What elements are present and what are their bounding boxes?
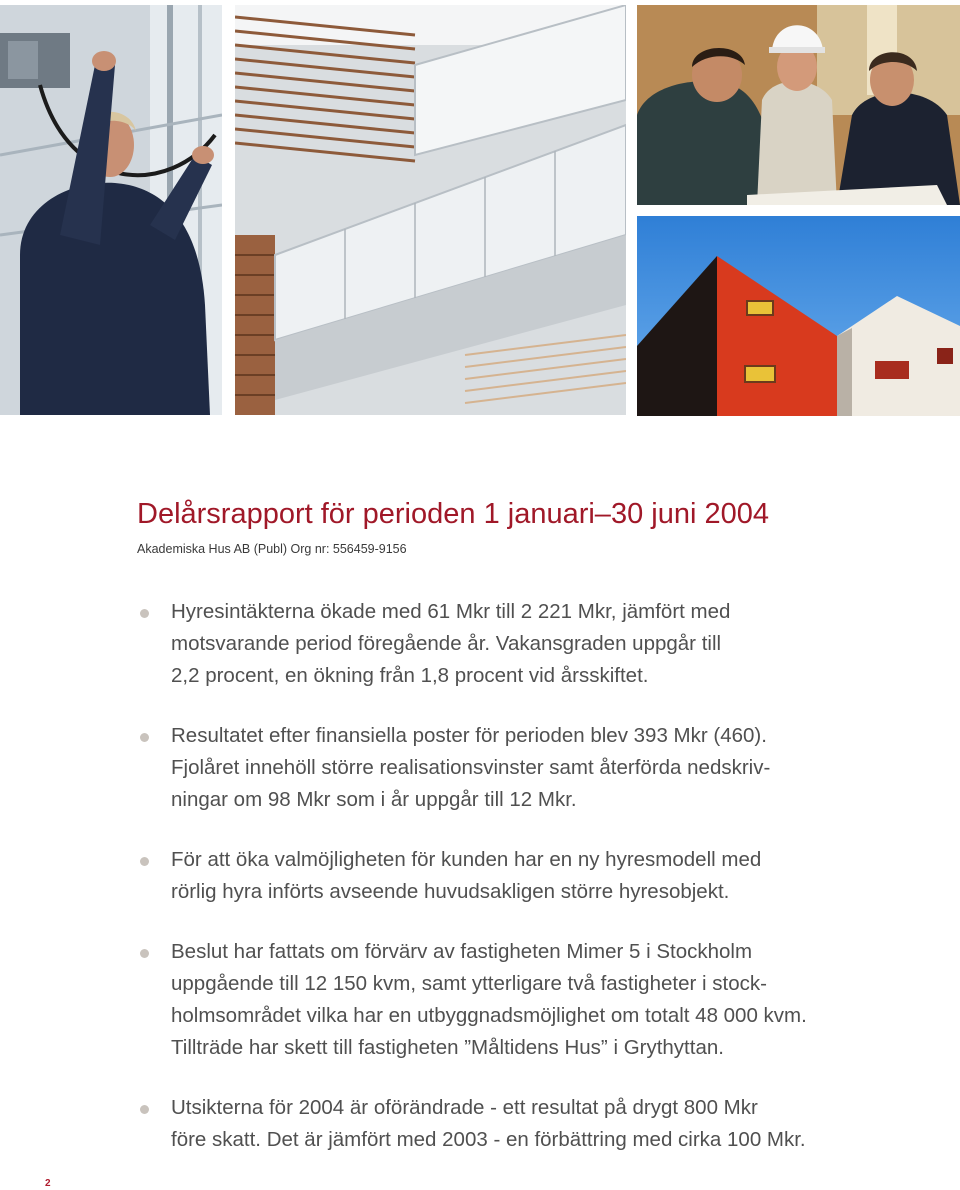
photo-meeting (637, 5, 960, 205)
text-line: uppgående till 12 150 kvm, samt ytterligare två fastigheter i stock- (171, 972, 767, 995)
list-item (140, 720, 920, 816)
text-line: Resultatet efter finansiella poster för perioden blev 393 Mkr (460). (171, 724, 767, 747)
photo-building (637, 216, 960, 416)
text-line: motsvarande period föregående år. Vakansgraden uppgår till (171, 632, 722, 655)
photo-atrium (235, 5, 626, 415)
text-line: holmsområdet vilka har en utbyggnadsmöjlighet om totalt 48 000 kvm. (171, 1004, 807, 1027)
text-line: Hyresintäkterna ökade med 61 Mkr till 2 221 Mkr, jämfört med (171, 600, 731, 623)
text-line: För att öka valmöjligheten för kunden har en ny hyresmodell med (171, 848, 762, 871)
text-line: Fjolåret innehöll större realisationsvinster samt återförda nedskriv- (171, 756, 771, 779)
bullet-dot-icon (140, 609, 149, 618)
text-line: Tillträde har skett till fastigheten ”Måltidens Hus” i Grythyttan. (171, 1036, 724, 1059)
bullet-dot-icon (140, 1105, 149, 1114)
text-line: före skatt. Det är jämfört med 2003 - en förbättring med cirka 100 Mkr. (171, 1128, 806, 1151)
bullet-dot-icon (140, 857, 149, 866)
list-item (140, 936, 920, 1064)
company-org-number: Akademiska Hus AB (Publ) Org nr: 556459-9156 (137, 542, 407, 556)
page-number: 2 (45, 1178, 51, 1189)
bullet-dot-icon (140, 733, 149, 742)
list-item (140, 596, 920, 692)
text-line: ningar om 98 Mkr som i år uppgår till 12 Mkr. (171, 788, 577, 811)
photo-worker (0, 5, 222, 415)
report-title: Delårsrapport för perioden 1 januari–30 juni 2004 (137, 498, 769, 530)
bullet-dot-icon (140, 949, 149, 958)
text-line: Beslut har fattats om förvärv av fastigheten Mimer 5 i Stockholm (171, 940, 753, 963)
text-line: rörlig hyra införts avseende huvudsakligen större hyresobjekt. (171, 880, 730, 903)
highlights-list (140, 596, 920, 1156)
list-item (140, 1092, 920, 1156)
list-item (140, 844, 920, 908)
text-line: Utsikterna för 2004 är oförändrade - ett resultat på drygt 800 Mkr (171, 1096, 758, 1119)
text-line: 2,2 procent, en ökning från 1,8 procent vid årsskiftet. (171, 664, 649, 687)
